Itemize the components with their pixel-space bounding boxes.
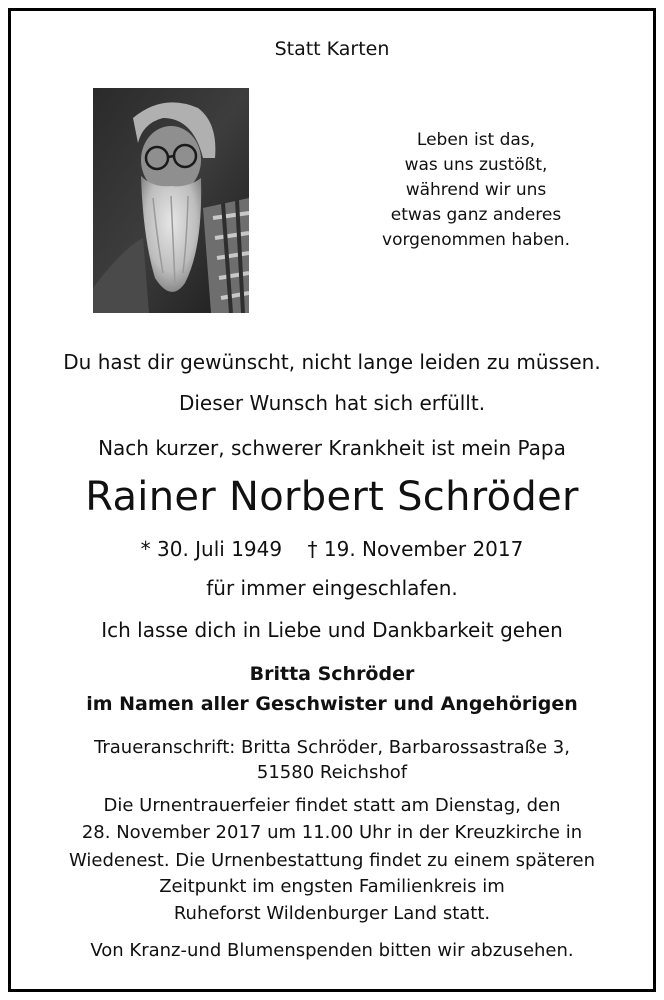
mourner-name: Britta Schröder bbox=[249, 663, 415, 685]
poem-line: was uns zustößt, bbox=[404, 155, 548, 175]
deceased-name: Rainer Norbert Schröder bbox=[85, 474, 579, 520]
ceremony-line-5: Ruheforst Wildenburger Land statt. bbox=[173, 903, 491, 924]
closing-line: Von Kranz-und Blumenspenden bitten wir abzusehen. bbox=[90, 940, 574, 961]
phrase: für immer eingeschlafen. bbox=[206, 576, 458, 600]
poem bbox=[376, 128, 576, 253]
poem-line: Leben ist das, bbox=[416, 130, 536, 150]
poem-line: vorgenommen haben. bbox=[382, 230, 570, 250]
poem-line: während wir uns bbox=[405, 180, 547, 200]
ceremony-line-3: Wiedenest. Die Urnenbestattung findet zu einem späteren bbox=[68, 850, 596, 871]
address-line-1: Traueranschrift: Britta Schröder, Barbarossastraße 3, bbox=[94, 737, 570, 758]
farewell-line: Ich lasse dich in Liebe und Dankbarkeit gehen bbox=[101, 618, 563, 642]
intro-line-3: Nach kurzer, schwerer Krankheit ist mein Papa bbox=[98, 436, 566, 460]
life-dates: * 30. Juli 1949 † 19. November 2017 bbox=[140, 537, 524, 561]
intro-line-1: Du hast dir gewünscht, nicht lange leiden zu müssen. bbox=[63, 350, 601, 374]
ceremony-line-1: Die Urnentrauerfeier findet statt am Dienstag, den bbox=[103, 795, 561, 816]
address-line-2: 51580 Reichshof bbox=[256, 762, 408, 783]
intro-line-2: Dieser Wunsch hat sich erfüllt. bbox=[178, 391, 486, 415]
mourner-family: im Namen aller Geschwister und Angehörigen bbox=[86, 693, 578, 715]
header-text: Statt Karten bbox=[274, 38, 390, 60]
poem-line: etwas ganz anderes bbox=[390, 205, 562, 225]
portrait-photo bbox=[93, 88, 249, 313]
ceremony-line-2: 28. November 2017 um 11.00 Uhr in der Kreuzkirche in bbox=[81, 822, 583, 843]
ceremony-line-4: Zeitpunkt im engsten Familienkreis im bbox=[159, 876, 505, 897]
